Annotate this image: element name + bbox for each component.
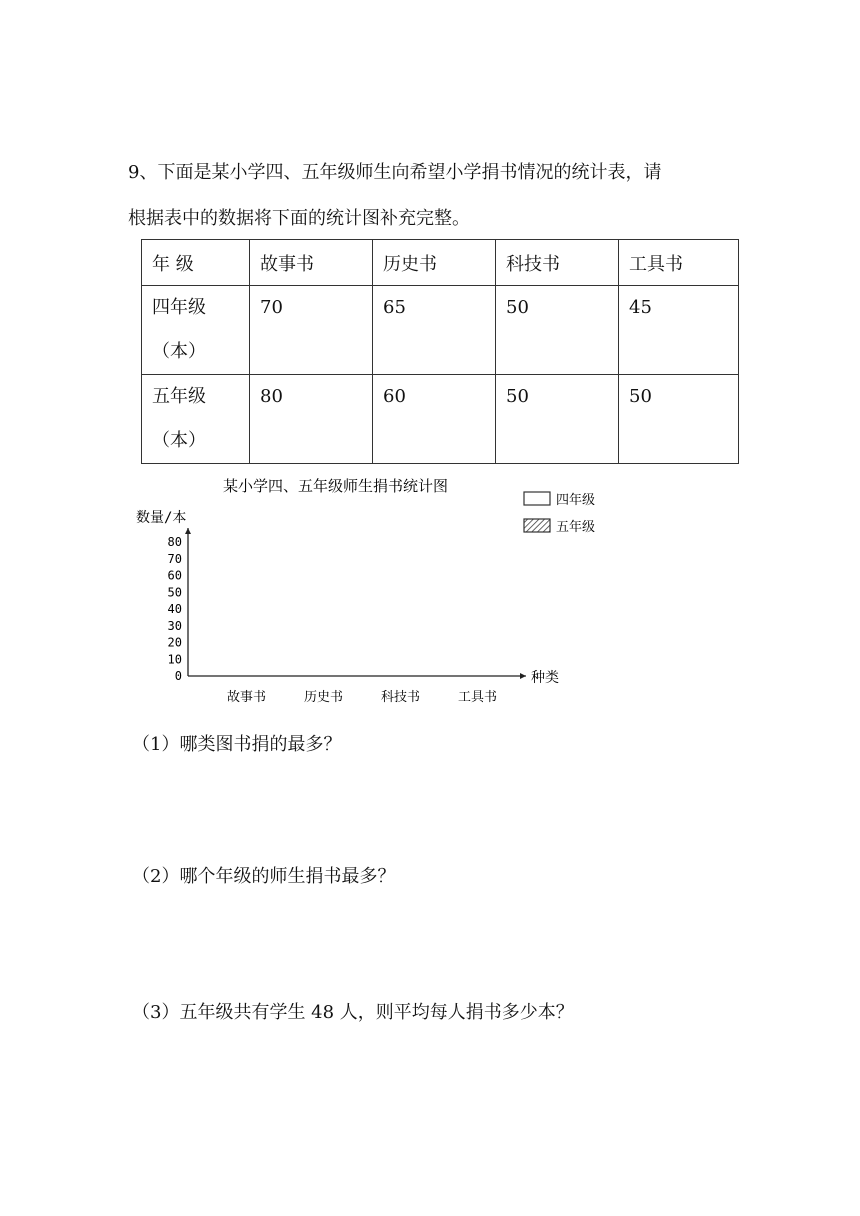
chart-title: 某小学四、五年级师生捐书统计图: [223, 477, 449, 495]
legend-swatch-grade4: [524, 492, 550, 505]
cell-value: 60: [373, 375, 496, 464]
y-axis-label: 数量/本: [136, 510, 187, 526]
axes: [185, 528, 526, 679]
y-tick-label: 20: [167, 635, 182, 650]
cell-value: 45: [619, 286, 739, 375]
x-axis-label: 种类: [531, 670, 559, 686]
legend-label-grade4: 四年级: [556, 493, 596, 508]
sub-question-2: （2）哪个年级的师生捐书最多？: [132, 866, 396, 887]
table-row-grade4: [142, 286, 739, 375]
sub-question-3: （3）五年级共有学生 48 人，则平均每人捐书多少本？: [132, 1002, 574, 1023]
cell-value: 80: [250, 375, 373, 464]
legend: [524, 492, 595, 535]
x-category-labels: [227, 689, 497, 705]
x-category-label: 故事书: [226, 690, 267, 705]
y-tick-label: 60: [167, 568, 182, 583]
row-label: [142, 375, 250, 464]
y-tick-label: 0: [174, 669, 182, 683]
y-tick-label: 10: [167, 652, 182, 667]
x-category-label: 历史书: [303, 690, 344, 705]
y-tick-label: 30: [167, 618, 182, 633]
x-axis-arrow: [520, 673, 526, 679]
question-line-1: 9、下面是某小学四、五年级师生向希望小学捐书情况的统计表，请: [128, 162, 662, 183]
header-tool: 工具书: [619, 240, 739, 286]
legend-label-grade5: 五年级: [556, 520, 596, 535]
grade-label: 五年级: [152, 386, 206, 407]
unit-label: （本）: [152, 341, 206, 362]
x-category-label: 科技书: [380, 690, 421, 705]
cell-value: 50: [496, 286, 619, 375]
table-row-grade5: [142, 375, 739, 464]
y-tick-labels: [168, 535, 182, 683]
cell-value: 50: [496, 375, 619, 464]
header-science: 科技书: [496, 240, 619, 286]
unit-label: （本）: [152, 430, 206, 451]
cell-value: 50: [619, 375, 739, 464]
cell-value: 70: [250, 286, 373, 375]
sub-question-1: （1）哪类图书捐的最多？: [132, 734, 342, 755]
legend-swatch-grade5: [524, 519, 550, 532]
donation-table: [141, 239, 739, 464]
y-tick-label: 70: [167, 551, 182, 566]
question-line-2: 根据表中的数据将下面的统计图补充完整。: [128, 208, 470, 229]
header-story: 故事书: [250, 240, 373, 286]
grade-label: 四年级: [152, 297, 206, 318]
header-history: 历史书: [373, 240, 496, 286]
bar-chart: [118, 470, 638, 715]
y-tick-label: 80: [167, 535, 182, 549]
cell-value: 65: [373, 286, 496, 375]
table-header-row: [142, 240, 739, 286]
y-tick-label: 50: [167, 585, 182, 600]
x-category-label: 工具书: [457, 690, 498, 705]
header-grade: 年 级: [142, 240, 250, 286]
row-label: [142, 286, 250, 375]
y-tick-label: 40: [167, 602, 182, 616]
y-axis-arrow: [185, 528, 191, 534]
